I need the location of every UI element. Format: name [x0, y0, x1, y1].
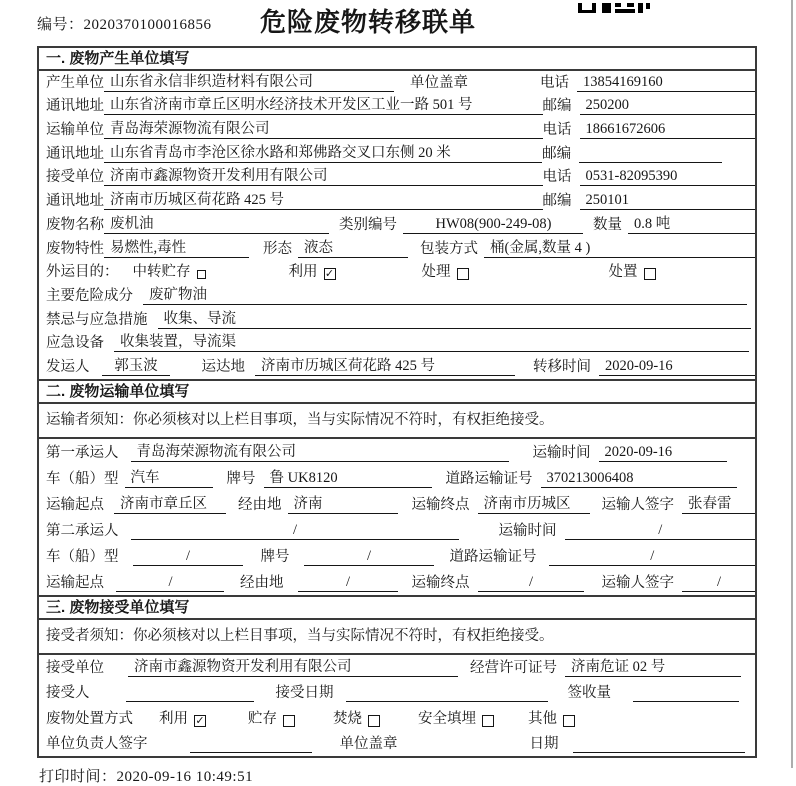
road-license-field: /: [549, 548, 756, 566]
form-header: [0, 0, 796, 46]
section3-title: 三. 废物接受单位填写: [39, 595, 755, 620]
waste-property-row: [39, 237, 755, 261]
hazard-field: 废矿物油: [143, 283, 747, 305]
unit-sign-field: [190, 752, 312, 753]
via-label: 经由地: [238, 496, 282, 513]
first-carrier-row: [39, 439, 755, 465]
receive-date-field: [346, 701, 548, 702]
taboo-label: 禁忌与应急措施: [46, 311, 148, 328]
option-label: 处置: [608, 264, 638, 281]
option-label: 安全填埋: [418, 710, 476, 727]
receiver-value-field: 济南市鑫源物资开发利用有限公司: [104, 164, 543, 186]
receiver-notice: 接受者须知：你必须核对以上栏目事项，当与实际情况不符时，有权拒绝接受。: [39, 620, 755, 655]
second-carrier-row: [39, 517, 755, 543]
serial-label: 编号：: [37, 17, 84, 33]
purpose-label: 外运目的：: [46, 264, 119, 281]
category-code-label: 类别编号: [339, 216, 397, 233]
route-end-field: 济南市历城区: [478, 492, 590, 514]
waste-property-label: 废物特性: [46, 240, 104, 257]
dispatcher-label: 发运人: [46, 358, 90, 375]
taboo-measures-row: [39, 308, 755, 332]
transfer-time-label: 转移时间: [533, 358, 591, 375]
route-start-label: 运输起点: [46, 574, 104, 591]
taboo-field: 收集、导流: [158, 307, 752, 329]
hazard-component-row: [39, 284, 755, 308]
option-label: 处理: [421, 264, 451, 281]
checkbox-landfill: [482, 715, 494, 727]
category-code-field: HW08(900-249-08): [403, 216, 583, 234]
receive-person-field: [126, 701, 254, 702]
zip-label: 邮编: [542, 145, 572, 162]
receiver-zip-field: 250101: [580, 192, 756, 210]
receive-person-row: [39, 680, 755, 705]
address-label: 通讯地址: [46, 193, 104, 210]
transfer-time-field: 2020-09-16: [599, 358, 755, 376]
checkbox-utilize: ✓: [324, 267, 335, 281]
carrier-sign-field: 张春雷: [682, 492, 755, 514]
plate-field: /: [304, 548, 434, 566]
quantity-label: 数量: [593, 216, 622, 233]
option-label: 其他: [528, 710, 557, 727]
first-carrier-label: 第一承运人: [46, 444, 119, 461]
qr-code-fragment-icon: [578, 0, 650, 18]
dispatcher-field: 郭玉波: [102, 354, 170, 376]
vehicle-type-label: 车（船）型: [46, 470, 119, 487]
transporter-label: 运输单位: [46, 122, 104, 139]
checkbox-storage: [283, 715, 295, 727]
route-end-label: 运输终点: [411, 574, 470, 591]
vehicle-type-field: /: [133, 548, 243, 566]
destination-label: 运达地: [201, 358, 245, 375]
checkbox-treat: [457, 268, 469, 280]
vehicle-type-field: 汽车: [125, 466, 213, 488]
receiver-label: 接受单位: [46, 169, 104, 186]
equipment-field: 收集装置，导流渠: [114, 330, 749, 352]
form-state-field: 液态: [298, 236, 408, 258]
option-label: 利用: [159, 710, 188, 727]
page-right-edge-line: [791, 0, 793, 768]
disposal-method-label: 废物处置方式: [46, 710, 133, 727]
hazard-label: 主要危险成分: [46, 287, 133, 304]
section2-title: 二. 废物运输单位填写: [39, 379, 755, 404]
producer-value-field: 山东省永信非织造材料有限公司: [104, 70, 394, 92]
signed-amount-field: [633, 701, 739, 702]
vehicle2-row: [39, 543, 755, 569]
unit-signature-row: [39, 731, 755, 756]
receive-unit-field: 济南市鑫源物资开发利用有限公司: [128, 655, 458, 677]
phone-label: 电话: [542, 169, 572, 186]
via-field: /: [298, 574, 398, 592]
phone-label: 电话: [542, 122, 572, 139]
plate-field: 鲁 UK8120: [264, 466, 432, 488]
print-time: [39, 765, 796, 786]
waste-property-field: 易燃性,毒性: [104, 236, 249, 258]
road-license-label: 道路运输证号: [445, 470, 533, 487]
route-end-label: 运输终点: [411, 496, 470, 513]
phone-label: 电话: [540, 74, 569, 91]
route1-row: [39, 491, 755, 517]
unit-seal-label: 单位盖章: [339, 735, 398, 752]
destination-field: 济南市历城区荷花路 425 号: [255, 354, 515, 376]
transport-time-label: 运输时间: [498, 522, 557, 539]
checkbox-utilize: ✓: [195, 713, 205, 727]
transporter-notice: 运输者须知：你必须核对以上栏目事项，当与实际情况不符时，有权拒绝接受。: [39, 404, 755, 439]
operating-license-field: 济南危证 02 号: [565, 655, 741, 677]
serial-value: 2020370100016856: [83, 17, 212, 33]
waste-name-label: 废物名称: [46, 216, 104, 233]
route-start-field: 济南市章丘区: [114, 492, 226, 514]
section1-title: 一. 废物产生单位填写: [39, 48, 755, 71]
transfer-purpose-row: [39, 261, 755, 285]
date-field: [573, 752, 746, 753]
transporter-row: [39, 118, 755, 142]
print-time-value: 2020-09-16 10:49:51: [116, 768, 254, 785]
producer-address-row: [39, 95, 755, 119]
vehicle1-row: [39, 465, 755, 491]
receive-unit-row: [39, 655, 755, 680]
receiver-address-row: [39, 189, 755, 213]
route-start-label: 运输起点: [46, 496, 104, 513]
route2-row: [39, 569, 755, 595]
checkbox-dispose: [644, 268, 656, 280]
form-state-label: 形态: [263, 240, 292, 257]
transfer-form-table: [37, 46, 757, 758]
vehicle-type-label: 车（船）型: [46, 548, 119, 565]
via-field: 济南: [288, 492, 398, 514]
plate-label: 牌号: [226, 470, 256, 487]
option-label: 贮存: [248, 710, 277, 727]
receive-unit-label: 接受单位: [46, 660, 104, 677]
checkbox-incinerate: [368, 715, 380, 727]
receiver-address-field: 济南市历城区荷花路 425 号: [104, 188, 543, 210]
signed-amount-label: 签收量: [567, 685, 611, 702]
address-label: 通讯地址: [46, 145, 104, 162]
print-time-label: 打印时间：: [39, 768, 117, 785]
waste-name-row: [39, 213, 755, 237]
transporter-address-row: [39, 142, 755, 166]
carrier-sign-label: 运输人签字: [601, 574, 674, 591]
equipment-label: 应急设备: [46, 335, 104, 352]
waste-name-field: 废机油: [104, 212, 329, 234]
road-license-field: 370213006408: [541, 470, 738, 488]
dispatcher-row: [39, 355, 755, 379]
producer-label: 产生单位: [46, 74, 104, 91]
checkbox-other: [563, 715, 575, 727]
receiver-phone-field: 0531-82095390: [580, 168, 756, 186]
first-carrier-field: 青岛海荣源物流有限公司: [131, 440, 509, 462]
transporter-value-field: 青岛海荣源物流有限公司: [104, 117, 543, 139]
second-carrier-label: 第二承运人: [46, 522, 119, 539]
operating-license-label: 经营许可证号: [470, 660, 557, 677]
road-license-label: 道路运输证号: [449, 548, 537, 565]
transporter-zip-field: [579, 162, 722, 163]
receive-person-label: 接受人: [46, 685, 90, 702]
disposal-method-row: [39, 705, 755, 730]
packaging-label: 包装方式: [420, 240, 478, 257]
option-label: 中转贮存: [132, 264, 191, 281]
zip-label: 邮编: [542, 193, 572, 210]
address-label: 通讯地址: [46, 98, 104, 115]
checkbox-transit-storage: [197, 270, 206, 279]
quantity-field: 0.8 吨: [628, 212, 755, 234]
date-label: 日期: [529, 735, 559, 752]
zip-label: 邮编: [542, 98, 572, 115]
plate-label: 牌号: [260, 548, 290, 565]
transporter-phone-field: 18661672606: [580, 121, 756, 139]
receiver-row: [39, 166, 755, 190]
carrier-sign-field: /: [682, 574, 755, 592]
route-start-field: /: [116, 574, 224, 592]
via-label: 经由地: [240, 574, 284, 591]
packaging-field: 桶(金属,数量 4 ): [484, 236, 755, 258]
transport-time-field: /: [565, 522, 756, 540]
producer-row: [39, 71, 755, 95]
producer-phone-field: 13854169160: [577, 74, 755, 92]
emergency-equipment-row: [39, 332, 755, 356]
transport-time-label: 运输时间: [532, 444, 591, 461]
carrier-sign-label: 运输人签字: [601, 496, 674, 513]
form-title: 危险废物转移联单: [259, 7, 476, 37]
producer-zip-field: 250200: [580, 97, 756, 115]
producer-address-field: 山东省济南市章丘区明水经济技术开发区工业一路 501 号: [104, 93, 543, 115]
second-carrier-field: /: [131, 522, 459, 540]
transport-time-field: 2020-09-16: [599, 444, 728, 462]
receive-date-label: 接受日期: [275, 685, 334, 702]
transporter-address-field: 山东省青岛市李沧区徐水路和郑佛路交叉口东侧 20 米: [104, 141, 542, 163]
route-end-field: /: [478, 574, 584, 592]
unit-seal-label: 单位盖章: [410, 74, 468, 91]
unit-sign-label: 单位负责人签字: [46, 735, 148, 752]
option-label: 焚烧: [333, 710, 362, 727]
option-label: 利用: [288, 264, 318, 281]
